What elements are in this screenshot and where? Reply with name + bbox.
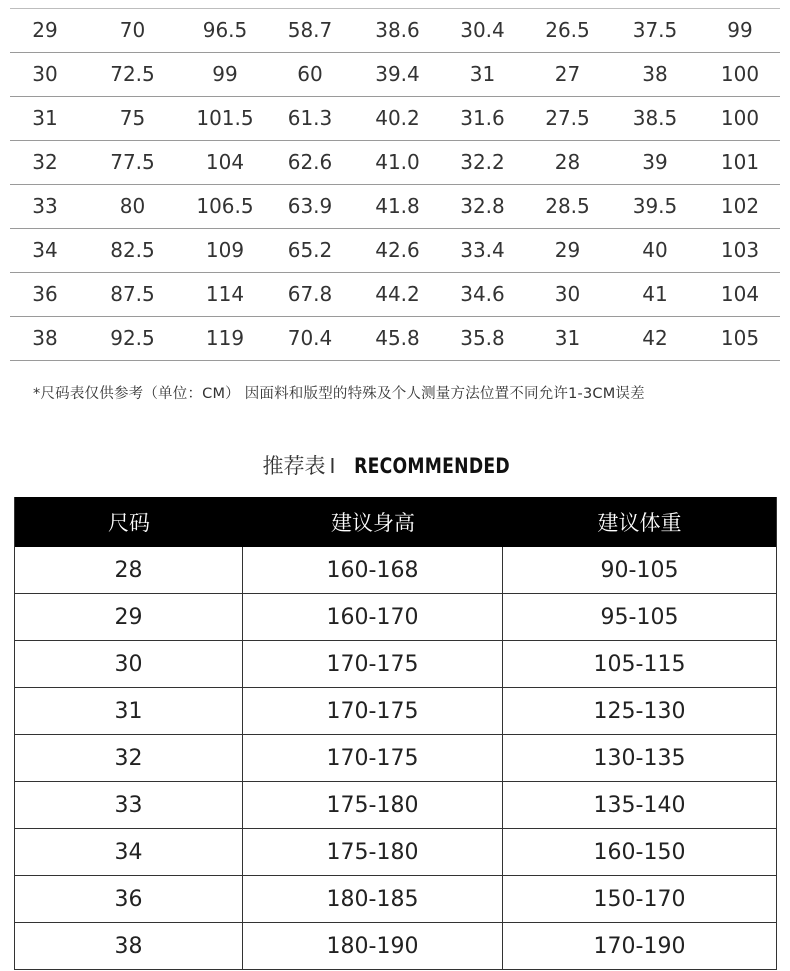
measurement-cell: 58.7 [287, 18, 333, 42]
measurement-cell: 77.5 [110, 150, 155, 174]
rec-weight-cell: 105-115 [593, 652, 686, 677]
measurement-cell: 40.2 [375, 106, 420, 130]
rec-height-cell: 175-180 [243, 829, 503, 875]
recommended-title-en: RECOMMENDED [354, 454, 511, 478]
measurement-cell: 60 [297, 62, 323, 86]
measurement-cell: 114 [205, 282, 245, 306]
size-label-cell: 36 [32, 282, 58, 306]
measurement-cell: 40 [642, 238, 668, 262]
measurement-cell: 31 [469, 62, 496, 86]
measurement-cell: 99 [727, 18, 753, 42]
rec-weight-cell: 170-190 [593, 934, 686, 959]
measurement-cell: 75 [119, 106, 146, 130]
measurement-cell: 96.5 [202, 18, 248, 42]
recommended-table [14, 497, 777, 970]
measurement-cell: 104 [205, 150, 245, 174]
recommended-table-row [15, 688, 776, 735]
rec-size-cell: 34 [15, 829, 243, 875]
measurement-cell: 63.9 [287, 194, 333, 218]
recommended-table-row [15, 782, 776, 829]
measurement-cell: 109 [205, 238, 245, 262]
measurement-cell: 72.5 [110, 62, 155, 86]
measurement-cell: 31.6 [460, 106, 505, 130]
measurement-cell: 27 [554, 62, 581, 86]
recommended-table-row [15, 547, 776, 594]
measurement-cell: 41 [642, 282, 668, 306]
size-label-cell: 38 [32, 326, 58, 350]
measurement-cell: 39 [642, 150, 668, 174]
measurement-cell: 70 [119, 18, 146, 42]
rec-size-cell: 33 [15, 782, 243, 828]
measurement-cell: 33.4 [460, 238, 505, 262]
rec-height-cell: 160-168 [243, 547, 503, 593]
rec-weight-cell: 125-130 [593, 699, 686, 724]
rec-height-cell: 170-175 [243, 688, 503, 734]
measurement-cell: 62.6 [287, 150, 333, 174]
header-size: 尺码 [108, 511, 150, 535]
rec-size-cell: 29 [15, 594, 243, 640]
measurement-cell: 39.4 [375, 62, 420, 86]
recommended-table-row [15, 594, 776, 641]
measurement-cell: 45.8 [375, 326, 420, 350]
measurement-cell: 27.5 [545, 106, 590, 130]
measurement-cell: 61.3 [287, 106, 333, 130]
measurement-cell: 106.5 [196, 194, 254, 218]
measurement-cell: 101.5 [196, 106, 254, 130]
size-chart-table [10, 8, 780, 361]
measurement-cell: 99 [212, 62, 238, 86]
recommended-table-row [15, 735, 776, 782]
measurement-cell: 100 [720, 62, 760, 86]
measurement-cell: 29 [554, 238, 581, 262]
header-weight: 建议体重 [597, 511, 682, 535]
rec-height-cell: 160-170 [243, 594, 503, 640]
measurement-cell: 105 [720, 326, 760, 350]
rec-height-cell: 175-180 [243, 782, 503, 828]
rec-size-cell: 36 [15, 876, 243, 922]
size-table-row [10, 273, 780, 317]
measurement-cell: 65.2 [287, 238, 333, 262]
measurement-cell: 104 [720, 282, 760, 306]
measurement-cell: 30 [554, 282, 581, 306]
rec-height-cell: 170-175 [243, 735, 503, 781]
measurement-cell: 31 [554, 326, 581, 350]
measurement-cell: 70.4 [287, 326, 333, 350]
recommended-table-row [15, 641, 776, 688]
measurement-cell: 28.5 [545, 194, 590, 218]
measurement-cell: 38.5 [632, 106, 678, 130]
rec-weight-cell: 135-140 [593, 793, 686, 818]
measurement-cell: 44.2 [375, 282, 420, 306]
measurement-cell: 87.5 [110, 282, 155, 306]
size-label-cell: 33 [32, 194, 58, 218]
recommended-title-cn: 推荐表 [262, 454, 326, 478]
rec-height-cell: 180-185 [243, 876, 503, 922]
size-table-row [10, 53, 780, 97]
size-table-row [10, 97, 780, 141]
size-label-cell: 32 [32, 150, 58, 174]
measurement-cell: 39.5 [632, 194, 678, 218]
measurement-cell: 100 [720, 106, 760, 130]
recommended-title-separator: I [329, 454, 336, 478]
measurement-cell: 42 [642, 326, 668, 350]
size-table-row [10, 141, 780, 185]
measurement-cell: 102 [720, 194, 760, 218]
rec-weight-cell: 150-170 [593, 887, 686, 912]
recommended-table-row [15, 829, 776, 876]
recommended-table-header [15, 497, 776, 547]
recommended-table-row [15, 923, 776, 970]
measurement-cell: 92.5 [110, 326, 155, 350]
measurement-cell: 67.8 [287, 282, 333, 306]
rec-size-cell: 28 [15, 547, 243, 593]
rec-height-cell: 170-175 [243, 641, 503, 687]
size-table-row [10, 317, 780, 361]
rec-size-cell: 32 [15, 735, 243, 781]
recommended-table-row [15, 876, 776, 923]
header-height: 建议身高 [331, 511, 415, 535]
size-label-cell: 30 [32, 62, 58, 86]
size-table-row [10, 9, 780, 53]
measurement-cell: 26.5 [545, 18, 590, 42]
rec-size-cell: 38 [15, 923, 243, 969]
rec-weight-cell: 130-135 [593, 746, 686, 771]
measurement-cell: 101 [720, 150, 760, 174]
rec-weight-cell: 160-150 [593, 840, 686, 865]
measurement-cell: 32.2 [460, 150, 505, 174]
measurement-cell: 28 [554, 150, 581, 174]
measurement-cell: 30.4 [460, 18, 505, 42]
measurement-cell: 34.6 [460, 282, 505, 306]
measurement-cell: 41.0 [375, 150, 420, 174]
rec-weight-cell: 95-105 [600, 605, 679, 630]
measurement-cell: 32.8 [460, 194, 505, 218]
measurement-cell: 119 [205, 326, 245, 350]
measurement-cell: 35.8 [460, 326, 505, 350]
size-table-row [10, 185, 780, 229]
rec-size-cell: 31 [15, 688, 243, 734]
rec-size-cell: 30 [15, 641, 243, 687]
measurement-cell: 82.5 [110, 238, 155, 262]
size-label-cell: 34 [32, 238, 58, 262]
measurement-cell: 41.8 [375, 194, 420, 218]
size-label-cell: 29 [32, 18, 58, 42]
recommended-heading [0, 450, 790, 480]
rec-height-cell: 180-190 [243, 923, 503, 969]
measurement-cell: 38.6 [375, 18, 420, 42]
measurement-cell: 80 [119, 194, 146, 218]
size-table-row [10, 229, 780, 273]
measurement-cell: 42.6 [375, 238, 420, 262]
measurement-cell: 103 [720, 238, 760, 262]
size-chart-note: *尺码表仅供参考（单位：CM） 因面料和版型的特殊及个人测量方法位置不同允许1-3CM误差 [33, 386, 645, 402]
size-label-cell: 31 [32, 106, 58, 130]
measurement-cell: 37.5 [632, 18, 678, 42]
rec-weight-cell: 90-105 [600, 558, 679, 583]
measurement-cell: 38 [642, 62, 668, 86]
